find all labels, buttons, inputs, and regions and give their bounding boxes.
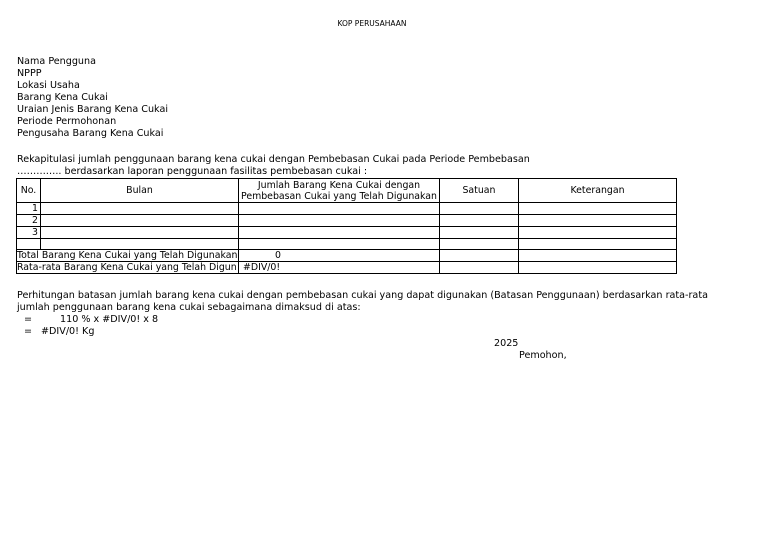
row-satuan [440, 203, 519, 215]
header-keterangan: Keterangan [519, 179, 677, 203]
row-number [17, 239, 41, 250]
row-satuan [440, 215, 519, 227]
row-satuan [440, 239, 519, 250]
header-jumlah: Jumlah Barang Kena Cukai dengan Pembebasan Cukai yang Telah Digunakan [239, 179, 440, 203]
calc-line-2: jumlah penggunaan barang kena cukai sebagaimana dimaksud di atas: [17, 302, 361, 313]
signature-year: 2025 [494, 338, 519, 349]
row-bulan [41, 215, 239, 227]
row-jumlah [239, 215, 440, 227]
row-jumlah [239, 239, 440, 250]
average-label: Rata-rata Barang Kena Cukai yang Telah Digun [17, 262, 237, 273]
calc-formula: 110 % x #DIV/0! x 8 [60, 314, 159, 325]
field-uraian-jenis: Uraian Jenis Barang Kena Cukai [17, 104, 168, 115]
field-barang-kena-cukai: Barang Kena Cukai [17, 92, 108, 103]
row-number: 2 [17, 215, 41, 227]
field-list [17, 56, 168, 140]
header-satuan: Satuan [440, 179, 519, 203]
row-jumlah [239, 203, 440, 215]
intro-line-1: Rekapitulasi jumlah penggunaan barang kena cukai dengan Pembebasan Cukai pada Periode Pembebasan [17, 154, 530, 165]
table-row [17, 203, 677, 215]
total-keterangan [519, 250, 677, 262]
total-satuan [440, 250, 519, 262]
table-row-empty [17, 239, 677, 250]
row-keterangan [519, 227, 677, 239]
signature-label: Pemohon, [519, 350, 567, 361]
calc-line-1: Perhitungan batasan jumlah barang kena cukai dengan pembebasan cukai yang dapat digunakan (Batasan Penggunaan) berdasarkan rata-rata [17, 290, 708, 301]
total-value: 0 [239, 250, 440, 262]
row-number: 3 [17, 227, 41, 239]
average-keterangan [519, 262, 677, 274]
row-satuan [440, 227, 519, 239]
row-keterangan [519, 203, 677, 215]
row-number: 1 [17, 203, 41, 215]
row-bulan [41, 227, 239, 239]
equals-sign-1: = [24, 314, 33, 325]
equals-sign-2: = [24, 326, 33, 337]
field-periode-permohonan: Periode Permohonan [17, 116, 117, 127]
calc-result: #DIV/0! Kg [41, 326, 95, 337]
intro-line-2: ………….. berdasarkan laporan penggunaan fasilitas pembebasan cukai : [17, 166, 368, 177]
average-row [17, 262, 677, 274]
total-row [17, 250, 677, 262]
row-bulan [41, 239, 239, 250]
field-lokasi-usaha: Lokasi Usaha [17, 80, 80, 91]
field-nppp: NPPP [17, 68, 42, 79]
row-keterangan [519, 215, 677, 227]
row-jumlah [239, 227, 440, 239]
average-satuan [440, 262, 519, 274]
total-label: Total Barang Kena Cukai yang Telah Digunakan [17, 250, 238, 261]
table-row [17, 227, 677, 239]
field-pengusaha: Pengusaha Barang Kena Cukai [17, 128, 164, 139]
document-header: KOP PERUSAHAAN [337, 19, 407, 28]
row-keterangan [519, 239, 677, 250]
average-value: #DIV/0! [239, 262, 440, 274]
row-bulan [41, 203, 239, 215]
field-nama-pengguna: Nama Pengguna [17, 56, 96, 67]
header-no: No. [17, 179, 41, 203]
header-bulan: Bulan [41, 179, 239, 203]
table-row [17, 215, 677, 227]
rekap-table [16, 178, 677, 274]
